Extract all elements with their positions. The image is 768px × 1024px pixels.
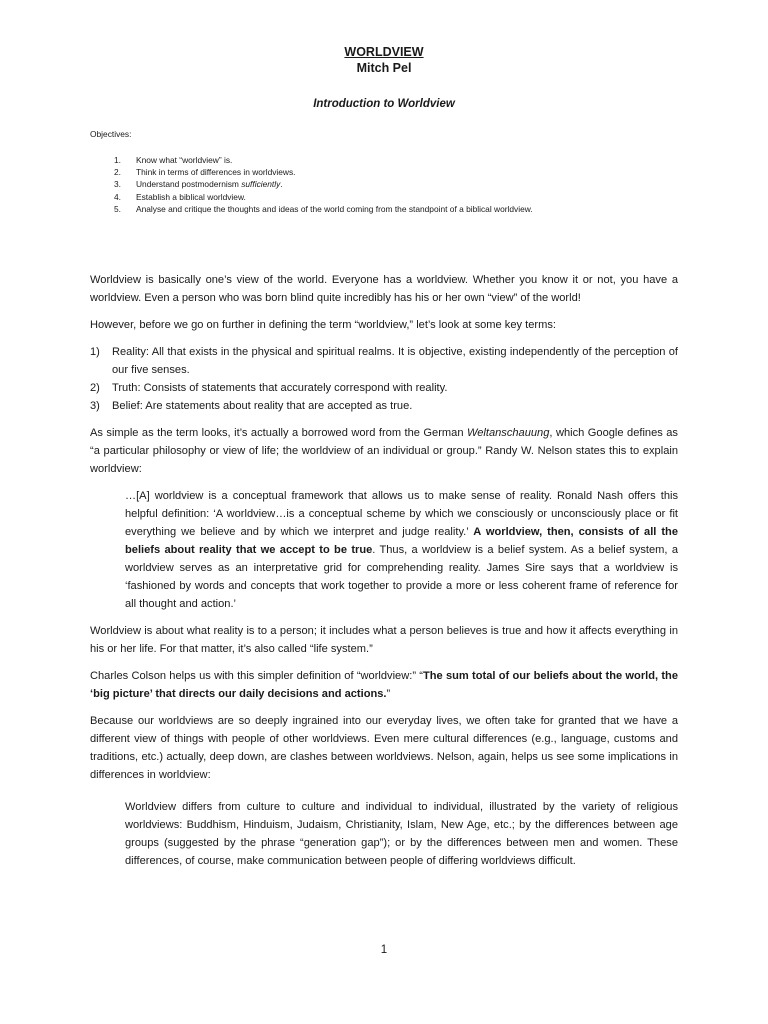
paragraph-differences: Because our worldviews are so deeply ingrained into our everyday lives, we often take for granted that we have a different view of things with people of other worldviews. Even mere cultural differences (e.g., language, customs and traditions, etc.) actually, deep down, are clashes between worldviews. Nelson, again, helps us see some implications in differences in worldview:	[90, 715, 678, 781]
paragraph-key-terms-lead: However, before we go on further in defining the term “worldview,” let’s look at some key terms:	[90, 319, 556, 331]
key-term-item	[90, 379, 678, 397]
paragraph-life-system: Worldview is about what reality is to a person; it includes what a person believes is true and how it affects everything in his or her life. For that matter, it’s also called “life system.”	[90, 625, 678, 655]
paragraph-weltanschauung-emphasis: Weltanschauung	[466, 427, 550, 439]
objective-item	[114, 166, 674, 178]
title-block	[0, 44, 768, 76]
key-term-number: 1)	[90, 346, 100, 358]
objective-text: Establish a biblical worldview.	[136, 191, 246, 202]
objective-item	[114, 191, 674, 203]
body-content	[90, 271, 678, 870]
objective-text-pre: Understand postmodernism	[136, 179, 242, 190]
paragraph-colson-post: ”	[386, 688, 391, 700]
page-number: 1	[380, 944, 388, 956]
objective-text: Know what “worldview” is.	[136, 155, 233, 165]
objective-item	[114, 154, 674, 166]
objective-item	[114, 178, 674, 190]
block-quote-differences: Worldview differs from culture to culture and individual to individual, illustrated by the variety of religious worldviews: Buddhism, Hinduism, Judaism, Christianity, Islam, New Age, etc.; by the differences between age groups (suggested by the phrase “generation gap”); or by the differences between men and women. These differences, of course, make communication between people of differing worldviews difficult.	[125, 801, 678, 867]
paragraph-weltanschauung-pre: As simple as the term looks, it’s actually a borrowed word from the German	[90, 427, 467, 439]
objective-text-emphasis: sufficiently	[241, 179, 281, 190]
key-terms-list	[90, 343, 678, 415]
objective-number: 1.	[114, 155, 121, 165]
block-quote-nelson	[125, 487, 678, 613]
objective-number: 4.	[114, 191, 121, 202]
key-term-item	[90, 397, 678, 415]
paragraph-colson-pre: Charles Colson helps us with this simpler definition of “worldview:” “	[90, 670, 423, 682]
paragraph-weltanschauung	[90, 424, 678, 478]
objectives-label: Objectives:	[90, 129, 132, 139]
paragraph-intro: Worldview is basically one’s view of the world. Everyone has a worldview. Whether you know it or not, you have a worldview. Even a person who was born blind quite incredibly has his or her own “view” of the world!	[90, 274, 678, 304]
key-term-text: Reality: All that exists in the physical and spiritual realms. It is objective, existing independently of the perception of our five senses.	[112, 346, 678, 376]
block-quote-bold: A worldview, then, consists of all the beliefs about reality that we accept to be true	[125, 526, 678, 556]
paragraph-colson	[90, 667, 678, 703]
objective-number: 2.	[114, 167, 121, 178]
objective-number: 5.	[114, 203, 121, 214]
paragraph-colson-bold: The sum total of our beliefs about the world, the ‘big picture’ that directs our daily decisions and actions.	[90, 670, 678, 700]
key-term-item	[90, 343, 678, 379]
paragraph-weltanschauung-post: , which Google defines as “a particular philosophy or view of life; the worldview of an individual or group.” Randy W. Nelson states this to explain worldview:	[90, 427, 678, 475]
block-quote-post: . Thus, a worldview is a belief system. As a belief system, a worldview serves as an interpretative grid for comprehending reality. James Sire says that a worldview is ‘fashioned by words and concepts that work together to provide a more or less coherent frame of reference for all thought and action.’	[125, 544, 678, 610]
key-term-text: Truth: Consists of statements that accurately correspond with reality.	[112, 382, 448, 394]
objective-text: Analyse and critique the thoughts and ideas of the world coming from the standpoint of a biblical worldview.	[136, 203, 533, 214]
document-title: WORLDVIEW	[344, 45, 424, 59]
document-subtitle: Introduction to Worldview	[313, 98, 455, 110]
key-term-number: 2)	[90, 382, 100, 394]
document-author: Mitch Pel	[356, 61, 412, 75]
objective-text: Think in terms of differences in worldviews.	[136, 167, 296, 178]
block-quote-pre: …[A] worldview is a conceptual framework that allows us to make sense of reality. Ronald Nash offers this helpful definition: ‘A worldview…is a conceptual scheme by which we consciously or unconsciously place or fit everything we believe and by which we interpret and judge reality.’	[125, 490, 678, 538]
objective-text-post: .	[280, 179, 283, 190]
key-term-number: 3)	[90, 400, 100, 412]
objective-text	[136, 178, 283, 190]
objective-item	[114, 203, 674, 215]
objective-number: 3.	[114, 179, 121, 190]
objectives-list	[114, 154, 674, 215]
key-term-text: Belief: Are statements about reality that are accepted as true.	[112, 400, 413, 412]
